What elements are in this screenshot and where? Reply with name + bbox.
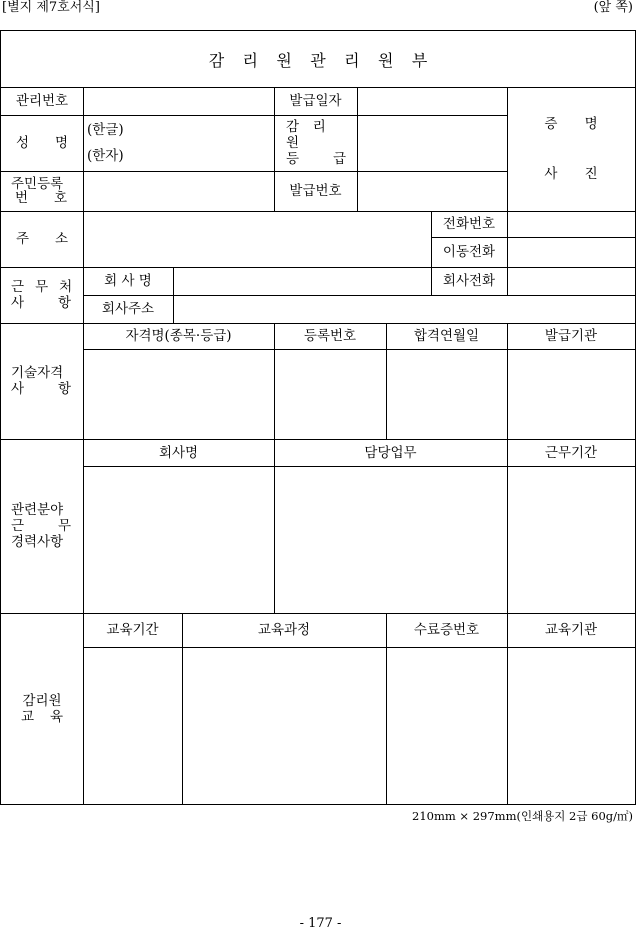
photo-label-line1: 증 명 — [544, 116, 610, 132]
issue-date-value[interactable] — [357, 87, 507, 115]
name-hanja-label: (한자) — [87, 148, 124, 164]
rrn-label: 주민등록 번 호 — [11, 176, 67, 206]
qual-header-name: 자격명(종목·등급) — [125, 328, 232, 344]
edu-header-period: 교육기간 — [106, 622, 159, 638]
paper-spec: 210mm × 297mm(인쇄용지 2급 60g/㎡) — [412, 809, 633, 823]
company-name-value[interactable] — [173, 267, 431, 295]
photo-label-line2: 사 진 — [544, 166, 610, 182]
form-title: 감리원관리원부 — [208, 50, 446, 70]
career-header-duty: 담당업무 — [364, 444, 417, 461]
phone-value[interactable] — [507, 211, 635, 237]
mgmt-no-label: 관리번호 — [15, 93, 69, 109]
qual-header-issuer: 발급기관 — [544, 328, 598, 344]
edu-institution-cell[interactable] — [507, 647, 635, 804]
issue-no-value[interactable] — [357, 171, 507, 211]
career-duty-cell[interactable] — [274, 466, 507, 613]
company-phone-label: 회사전화 — [442, 273, 496, 289]
registry-form-table — [0, 30, 636, 805]
phone-label: 전화번호 — [442, 216, 496, 232]
qual-header-pass-date: 합격연월일 — [413, 328, 480, 344]
photo-box — [507, 87, 635, 211]
edu-header-course: 교육과정 — [257, 622, 311, 638]
qual-issuer-cell[interactable] — [507, 349, 635, 439]
edu-course-cell[interactable] — [182, 647, 386, 804]
grade-value[interactable] — [357, 115, 507, 171]
career-period-cell[interactable] — [507, 466, 635, 613]
edu-header-institution: 교육기관 — [544, 622, 598, 638]
page-number: - 177 - — [299, 916, 342, 931]
edu-cert-no-cell[interactable] — [386, 647, 507, 804]
company-address-value[interactable] — [173, 295, 635, 323]
career-header-period: 근무기간 — [544, 444, 598, 461]
education-label: 감리원 교 육 — [21, 692, 63, 725]
form-number-label: [별지 제7호서식] — [2, 0, 100, 15]
name-label: 성 명 — [16, 135, 68, 151]
company-phone-value[interactable] — [507, 267, 635, 295]
company-address-label: 회사주소 — [101, 301, 155, 317]
edu-header-cert-no: 수료증번호 — [413, 622, 480, 638]
issue-date-label: 발급일자 — [289, 93, 342, 109]
mobile-label: 이동전화 — [442, 244, 496, 260]
qual-reg-no-cell[interactable] — [274, 349, 386, 439]
company-name-label: 회 사 명 — [104, 273, 152, 289]
qualification-label: 기술자격 사 항 — [11, 365, 71, 397]
name-korean-label: (한글) — [87, 122, 124, 138]
qual-header-reg-no: 등록번호 — [303, 328, 357, 344]
name-value[interactable] — [83, 115, 274, 171]
address-value[interactable] — [83, 211, 431, 267]
edu-period-cell[interactable] — [83, 647, 182, 804]
qual-pass-date-cell[interactable] — [386, 349, 507, 439]
workplace-label: 근 무 처 사 항 — [11, 279, 76, 311]
issue-no-label: 발급번호 — [289, 183, 342, 199]
rrn-value[interactable] — [83, 171, 274, 211]
career-label: 관련분야 근 무 경력사항 — [11, 502, 71, 550]
mobile-value[interactable] — [507, 237, 635, 267]
qual-name-cell[interactable] — [83, 349, 274, 439]
career-company-cell[interactable] — [83, 466, 274, 613]
grade-label: 감 리 원 등 급 — [286, 119, 346, 167]
mgmt-no-value[interactable] — [83, 87, 274, 115]
career-header-company: 회사명 — [158, 444, 199, 461]
address-label: 주 소 — [16, 231, 68, 247]
page-side-label: (앞 쪽) — [593, 0, 633, 15]
